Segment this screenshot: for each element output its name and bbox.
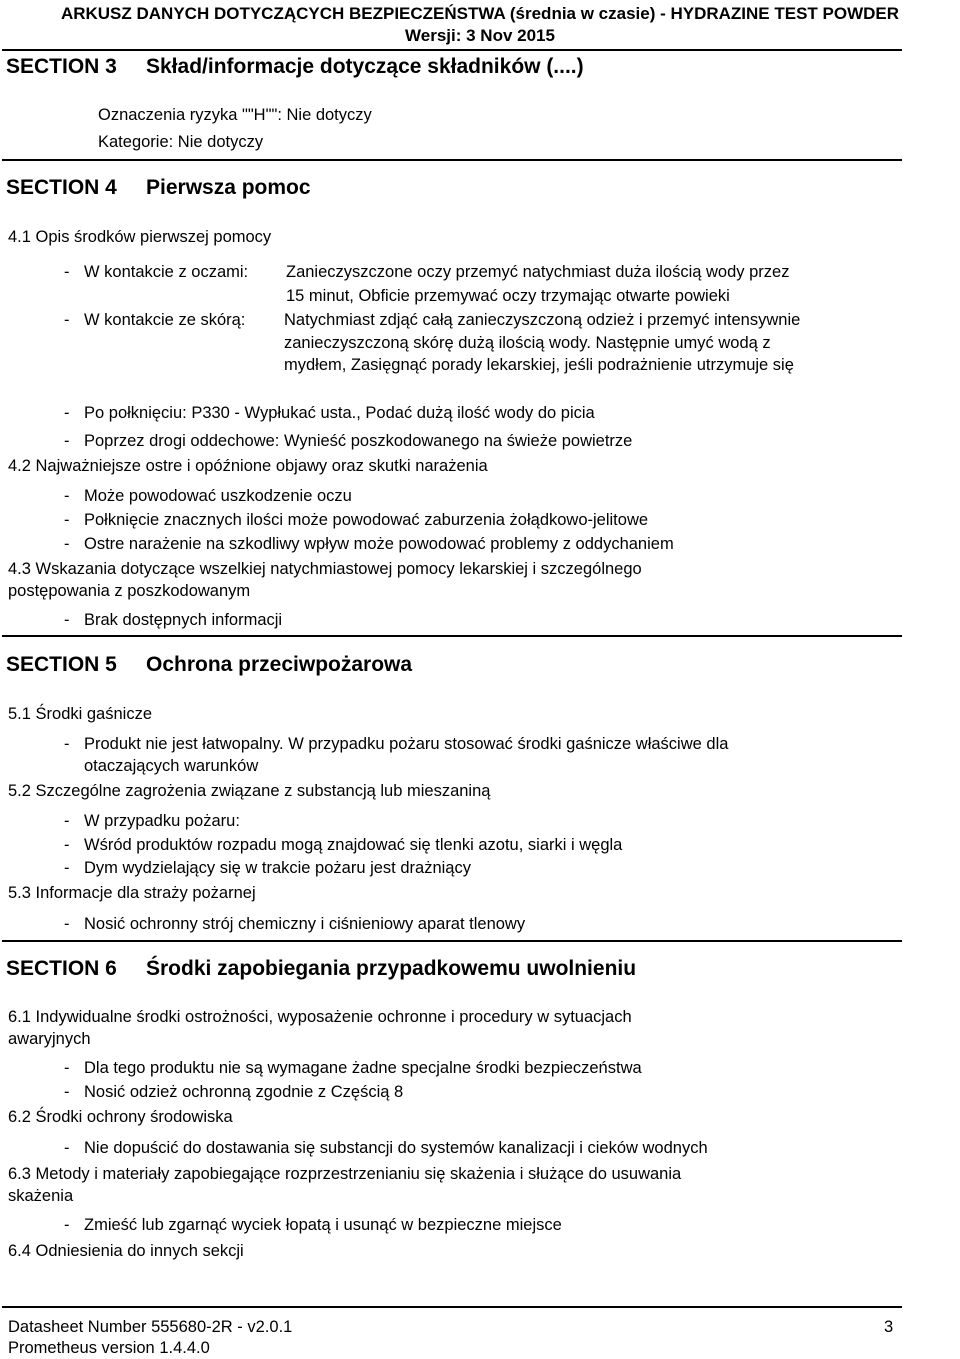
- subsection-5-2: 5.2 Szczególne zagrożenia związane z substancją lub mieszaniną: [8, 782, 491, 800]
- list-item: W przypadku pożaru:: [84, 812, 240, 830]
- list-item: Zmieść lub zgarnąć wyciek łopatą i usunąć w bezpieczne miejsce: [84, 1216, 562, 1234]
- subsection-6-1-line-1: 6.1 Indywidualne środki ostrożności, wyposażenie ochronne i procedury w sytuacjach: [8, 1008, 632, 1026]
- section-3-divider: [2, 159, 902, 161]
- list-item: Dym wydzielający się w trakcie pożaru jest drażniący: [84, 859, 471, 877]
- subsection-5-1: 5.1 Środki gaśnicze: [8, 705, 152, 723]
- software-version: Prometheus version 1.4.4.0: [8, 1339, 210, 1357]
- footer-divider: [2, 1306, 902, 1308]
- bullet-dash: -: [64, 859, 70, 877]
- subsection-4-1: 4.1 Opis środków pierwszej pomocy: [8, 228, 272, 246]
- bullet-dash: -: [64, 1059, 70, 1077]
- section-4-number: SECTION 4: [6, 176, 117, 199]
- list-item: Dla tego produktu nie są wymagane żadne specjalne środki bezpieczeństwa: [84, 1059, 642, 1077]
- eyes-text-2: 15 minut, Obficie przemywać oczy trzymając otwarte powieki: [286, 287, 730, 305]
- section-3-number: SECTION 3: [6, 55, 117, 78]
- swallow-line: Po połknięciu: P330 - Wypłukać usta., Podać dużą ilość wody do picia: [84, 404, 595, 422]
- subsection-6-3-line-2: skażenia: [8, 1187, 74, 1205]
- list-item: Ostre narażenie na szkodliwy wpływ może powodować problemy z oddychaniem: [84, 535, 674, 553]
- bullet-dash: -: [64, 915, 70, 933]
- bullet-dash: -: [64, 1083, 70, 1101]
- bullet-dash: -: [64, 535, 70, 553]
- list-item: Nosić ochronny strój chemiczny i ciśnieniowy aparat tlenowy: [84, 915, 526, 933]
- version-date: Wersji: 3 Nov 2015: [405, 26, 555, 45]
- skin-text-1: Natychmiast zdjąć całą zanieczyszczoną odzież i przemyć intensywnie: [284, 311, 801, 329]
- list-item: Nosić odzież ochronną zgodnie z Częścią 8: [84, 1083, 404, 1101]
- bullet-dash: -: [64, 812, 70, 830]
- subsection-4-3-line-1: 4.3 Wskazania dotyczące wszelkiej natychmiastowej pomocy lekarskiej i szczególnego: [8, 560, 642, 578]
- subsection-6-4: 6.4 Odniesienia do innych sekcji: [8, 1242, 244, 1260]
- eyes-text-1: Zanieczyszczone oczy przemyć natychmiast duża ilością wody przez: [286, 263, 790, 281]
- section-5-title: Ochrona przeciwpożarowa: [146, 653, 413, 676]
- list-item: Brak dostępnych informacji: [84, 611, 283, 629]
- section-5-divider: [2, 940, 902, 942]
- list-item: Nie dopuścić do dostawania się substancji do systemów kanalizacji i cieków wodnych: [84, 1139, 708, 1157]
- document-title: ARKUSZ DANYCH DOTYCZĄCYCH BEZPIECZEŃSTWA (średnia w czasie) - HYDRAZINE TEST POWDER: [60, 4, 900, 23]
- bullet-dash: -: [64, 404, 70, 422]
- list-item: Produkt nie jest łatwopalny. W przypadku pożaru stosować środki gaśnicze właściwe dla: [84, 735, 729, 753]
- subsection-6-3-line-1: 6.3 Metody i materiały zapobiegające rozprzestrzenianiu się skażenia i służące do usuwania: [8, 1165, 682, 1183]
- bullet-dash: -: [64, 1216, 70, 1234]
- subsection-4-3-line-2: postępowania z poszkodowanym: [8, 582, 251, 600]
- section-4-title: Pierwsza pomoc: [146, 176, 311, 199]
- bullet-dash: -: [64, 735, 70, 753]
- eyes-label: W kontakcie z oczami:: [84, 263, 249, 281]
- section-6-title: Środki zapobiegania przypadkowemu uwolnieniu: [146, 957, 637, 980]
- subsection-6-1-line-2: awaryjnych: [8, 1030, 91, 1048]
- section-5-number: SECTION 5: [6, 653, 117, 676]
- inhale-line: Poprzez drogi oddechowe: Wynieść poszkodowanego na świeże powietrze: [84, 432, 633, 450]
- section-3-title: Skład/informacje dotyczące składników (....): [146, 55, 584, 78]
- datasheet-number: Datasheet Number 555680-2R - v2.0.1: [8, 1318, 293, 1336]
- list-item: Wśród produktów rozpadu mogą znajdować się tlenki azotu, siarki i węgla: [84, 836, 623, 854]
- header-divider: [2, 49, 902, 51]
- bullet-dash: -: [64, 836, 70, 854]
- skin-label: W kontakcie ze skórą:: [84, 311, 246, 329]
- bullet-dash: -: [64, 263, 70, 281]
- bullet-dash: -: [64, 1139, 70, 1157]
- bullet-dash: -: [64, 311, 70, 329]
- section-4-divider: [2, 635, 902, 637]
- bullet-dash: -: [64, 611, 70, 629]
- section-6-number: SECTION 6: [6, 957, 117, 980]
- page-number: 3: [884, 1318, 894, 1336]
- skin-text-3: mydłem, Zasięgnąć porady lekarskiej, jeśli podrażnienie utrzymuje się: [284, 356, 794, 374]
- list-item: Połknięcie znacznych ilości może powodować zaburzenia żołądkowo-jelitowe: [84, 511, 649, 529]
- category-line: Kategorie: Nie dotyczy: [98, 133, 264, 151]
- list-item: Może powodować uszkodzenie oczu: [84, 487, 352, 505]
- hazard-line: Oznaczenia ryzyka ""H"": Nie dotyczy: [98, 106, 372, 124]
- bullet-dash: -: [64, 511, 70, 529]
- skin-text-2: zanieczyszczoną skórę dużą ilością wody. Następnie umyć wodą z: [284, 334, 771, 352]
- list-item-continuation: otaczających warunków: [84, 757, 259, 775]
- subsection-4-2: 4.2 Najważniejsze ostre i opóźnione objawy oraz skutki narażenia: [8, 457, 488, 475]
- bullet-dash: -: [64, 487, 70, 505]
- subsection-6-2: 6.2 Środki ochrony środowiska: [8, 1108, 233, 1126]
- subsection-5-3: 5.3 Informacje dla straży pożarnej: [8, 884, 256, 902]
- bullet-dash: -: [64, 432, 70, 450]
